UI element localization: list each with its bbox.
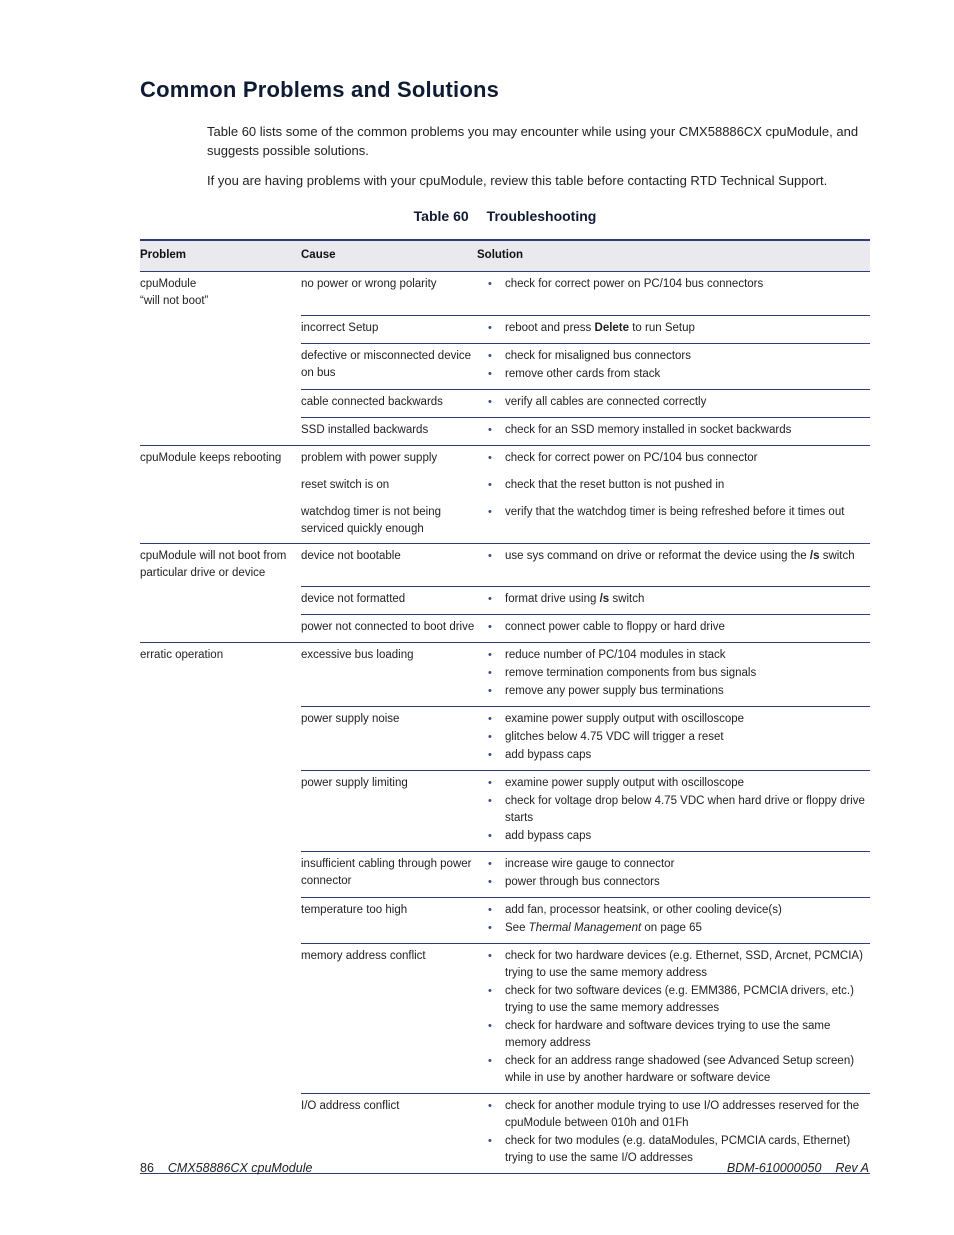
list-item	[477, 1053, 870, 1087]
solution-text: examine power supply output with oscilloscope	[505, 713, 745, 725]
bullet-dot-icon: •	[488, 423, 492, 436]
solution-list	[477, 276, 870, 293]
solution-cell	[477, 315, 870, 343]
table-row	[140, 643, 870, 707]
solution-cell	[477, 417, 870, 445]
problem-cell	[140, 707, 301, 771]
solution-text: connect power cable to floppy or hard drive	[505, 621, 725, 633]
table-row	[140, 500, 870, 544]
solution-text: check for two software devices (e.g. EMM386, PCMCIA drivers, etc.) trying to use the same memory addresses	[505, 985, 854, 1014]
page-number: 86	[140, 1161, 154, 1175]
list-item	[477, 920, 870, 937]
solution-text-part: /s	[809, 549, 820, 562]
table-row	[140, 473, 870, 500]
bullet-dot-icon: •	[488, 1055, 492, 1067]
cause-cell: no power or wrong polarity	[301, 272, 477, 316]
solution-text: check for another module trying to use I/O addresses reserved for the cpuModule between 010h and 01Fh	[505, 1100, 860, 1129]
solution-text: verify all cables are connected correctly	[505, 395, 707, 408]
solution-text-part: to run Setup	[629, 321, 695, 334]
cause-cell: device not bootable	[301, 543, 477, 587]
solution-list	[477, 477, 870, 494]
cause-cell: device not formatted	[301, 587, 477, 615]
solution-text: increase wire gauge to connector	[505, 858, 675, 870]
bullet-dot-icon: •	[488, 922, 492, 934]
cause-cell: insufficient cabling through power connector	[301, 852, 477, 898]
solution-text: power through bus connectors	[505, 876, 660, 888]
solution-cell	[477, 343, 870, 389]
bullet-dot-icon: •	[488, 904, 492, 916]
cause-cell: excessive bus loading	[301, 643, 477, 707]
list-item	[477, 348, 870, 365]
bullet-dot-icon: •	[488, 749, 492, 761]
cause-cell: memory address conflict	[301, 944, 477, 1094]
cause-cell: SSD installed backwards	[301, 417, 477, 445]
problem-cell	[140, 587, 301, 615]
cause-cell: watchdog timer is not being serviced quickly enough	[301, 505, 441, 535]
table-row	[140, 315, 870, 343]
list-item	[477, 665, 870, 682]
bullet-dot-icon: •	[488, 830, 492, 842]
solution-text: examine power supply output with oscilloscope	[505, 777, 745, 789]
bullet-dot-icon: •	[488, 451, 492, 464]
page-title: Common Problems and Solutions	[140, 77, 500, 102]
bullet-dot-icon: •	[488, 950, 492, 962]
table-row	[140, 707, 870, 771]
list-item	[477, 276, 870, 293]
bullet-dot-icon: •	[488, 1020, 492, 1032]
problem-cell	[140, 898, 301, 944]
solution-text: remove any power supply bus terminations	[505, 685, 724, 697]
bullet-dot-icon: •	[488, 685, 492, 697]
bullet-dot-icon: •	[488, 649, 492, 661]
problem-cell	[140, 944, 301, 1094]
list-item	[477, 548, 870, 565]
list-item	[477, 775, 870, 792]
list-item	[477, 1018, 870, 1052]
header-solution: Solution	[477, 240, 870, 272]
table-caption-number: Table 60	[413, 208, 469, 224]
bullet-dot-icon: •	[488, 367, 492, 380]
table-row	[140, 944, 870, 1094]
list-item	[477, 711, 870, 728]
problem-cell	[140, 315, 301, 343]
solution-cell	[477, 898, 870, 944]
solution-list	[477, 394, 870, 411]
cause-cell: problem with power supply	[301, 445, 477, 473]
list-item	[477, 1098, 870, 1132]
problem-cell	[140, 343, 301, 389]
footer-left	[140, 1161, 312, 1175]
list-item	[477, 747, 870, 764]
troubleshooting-table	[140, 239, 870, 1174]
bullet-dot-icon: •	[488, 478, 492, 491]
problem-cell: erratic operation	[140, 643, 301, 707]
solution-cell	[477, 944, 870, 1094]
table-row	[140, 389, 870, 417]
table-header-row	[140, 240, 870, 272]
solution-cell	[477, 473, 870, 500]
intro-paragraph-2: If you are having problems with your cpuModule, review this table before contacting RTD Technical Support.	[207, 173, 828, 188]
solution-list	[477, 775, 870, 845]
footer-doc-number: BDM-610000050	[726, 1161, 822, 1175]
solution-list	[477, 856, 870, 891]
list-item	[477, 504, 870, 521]
solution-list	[477, 422, 870, 439]
bullet-dot-icon: •	[488, 505, 492, 518]
problem-cell	[140, 389, 301, 417]
list-item	[477, 320, 870, 337]
header-cause: Cause	[301, 240, 477, 272]
solution-text: verify that the watchdog timer is being refreshed before it times out	[505, 505, 845, 518]
table-row	[140, 587, 870, 615]
solution-list	[477, 1098, 870, 1167]
bullet-dot-icon: •	[488, 621, 492, 633]
solution-cell	[477, 707, 870, 771]
table-row	[140, 272, 870, 316]
solution-text: check for correct power on PC/104 bus connector	[505, 451, 758, 464]
cause-cell: I/O address conflict	[301, 1094, 477, 1174]
table-row	[140, 615, 870, 643]
list-item	[477, 619, 870, 636]
bullet-dot-icon: •	[488, 731, 492, 743]
list-item	[477, 683, 870, 700]
cause-cell: power supply noise	[301, 707, 477, 771]
cause-cell: temperature too high	[301, 898, 477, 944]
table-body	[140, 272, 870, 1174]
solution-cell	[477, 389, 870, 417]
solution-cell	[477, 852, 870, 898]
solution-text: check for an SSD memory installed in socket backwards	[505, 423, 792, 436]
solution-text: remove other cards from stack	[505, 367, 661, 380]
solution-list	[477, 504, 870, 521]
solution-cell	[477, 445, 870, 473]
solution-text-part: /s	[599, 593, 610, 605]
solution-text: check for voltage drop below 4.75 VDC when hard drive or floppy drive starts	[505, 795, 865, 824]
solution-cell	[477, 272, 870, 316]
bullet-dot-icon: •	[488, 713, 492, 725]
problem-cell	[140, 771, 301, 852]
bullet-dot-icon: •	[488, 876, 492, 888]
list-item	[477, 856, 870, 873]
problem-cell	[140, 852, 301, 898]
table-row	[140, 445, 870, 473]
problem-cell: cpuModule keeps rebooting	[140, 445, 301, 473]
header-problem: Problem	[140, 240, 301, 272]
solution-text: add fan, processor heatsink, or other cooling device(s)	[505, 904, 782, 916]
cause-cell: defective or misconnected device on bus	[301, 343, 477, 389]
table-row	[140, 898, 870, 944]
cause-cell: incorrect Setup	[301, 315, 477, 343]
solution-text: check for two modules (e.g. dataModules, PCMCIA cards, Ethernet) trying to use the same I/O addresses	[505, 1135, 851, 1164]
list-item	[477, 874, 870, 891]
table-row	[140, 343, 870, 389]
solution-list	[477, 619, 870, 636]
list-item	[477, 366, 870, 383]
bullet-dot-icon: •	[488, 395, 492, 408]
solution-cell	[477, 771, 870, 852]
table-row	[140, 543, 870, 587]
list-item	[477, 591, 870, 608]
bullet-dot-icon: •	[488, 1100, 492, 1112]
solution-list	[477, 591, 870, 608]
solution-text: check for correct power on PC/104 bus connectors	[505, 278, 764, 290]
problem-cell: cpuModule “will not boot”	[140, 272, 301, 316]
solution-text-part: switch	[819, 549, 855, 562]
solution-text: check for two hardware devices (e.g. Ethernet, SSD, Arcnet, PCMCIA) trying to use the same memory address	[505, 950, 863, 979]
list-item	[477, 450, 870, 467]
list-item	[477, 477, 870, 494]
cause-cell: reset switch is on	[301, 478, 390, 491]
list-item	[477, 948, 870, 982]
table-row	[140, 771, 870, 852]
list-item	[477, 793, 870, 827]
list-item	[477, 828, 870, 845]
table-caption	[140, 208, 870, 224]
list-item	[477, 394, 870, 411]
table-row	[140, 852, 870, 898]
footer-revision: Rev A	[835, 1161, 869, 1175]
bullet-dot-icon: •	[488, 858, 492, 870]
list-item	[477, 729, 870, 746]
bullet-dot-icon: •	[488, 349, 492, 362]
bullet-dot-icon: •	[488, 321, 492, 334]
bullet-dot-icon: •	[488, 278, 492, 290]
bullet-dot-icon: •	[488, 795, 492, 807]
solution-cell	[477, 643, 870, 707]
solution-cell	[477, 587, 870, 615]
solution-text: check that the reset button is not pushed in	[505, 478, 725, 491]
solution-list	[477, 320, 870, 337]
solution-text: check for misaligned bus connectors	[505, 349, 692, 362]
solution-text: reduce number of PC/104 modules in stack	[505, 649, 726, 661]
problem-cell	[140, 500, 301, 544]
bullet-dot-icon: •	[488, 1135, 492, 1147]
solution-text-part: use sys command on drive or reformat the device using the	[505, 549, 810, 562]
list-item	[477, 647, 870, 664]
solution-list	[477, 548, 870, 565]
solution-text: check for an address range shadowed (see Advanced Setup screen) while in use by another hardware or software device	[505, 1055, 855, 1084]
solution-text: add bypass caps	[505, 830, 592, 842]
bullet-dot-icon: •	[488, 593, 492, 605]
cause-cell: power not connected to boot drive	[301, 615, 477, 643]
solution-text: glitches below 4.75 VDC will trigger a reset	[505, 731, 724, 743]
intro-text	[207, 122, 877, 201]
problem-cell	[140, 417, 301, 445]
list-item	[477, 902, 870, 919]
solution-text-part: Delete	[594, 321, 630, 334]
cause-cell: power supply limiting	[301, 771, 477, 852]
solution-list	[477, 902, 870, 937]
solution-text-part: See	[505, 922, 529, 934]
intro-paragraph-1: Table 60 lists some of the common problems you may encounter while using your CMX58886CX cpuModule, and suggests possible solutions.	[207, 124, 859, 158]
solution-list	[477, 948, 870, 1087]
solution-text-part: format drive using	[505, 593, 600, 605]
bullet-dot-icon: •	[488, 549, 492, 562]
bullet-dot-icon: •	[488, 985, 492, 997]
problem-cell: cpuModule will not boot from particular drive or device	[140, 543, 301, 587]
solution-text-part: switch	[609, 593, 645, 605]
problem-cell	[140, 615, 301, 643]
solution-cell	[477, 543, 870, 587]
table-row	[140, 417, 870, 445]
solution-list	[477, 647, 870, 700]
solution-cell	[477, 500, 870, 544]
problem-cell	[140, 473, 301, 500]
solution-text: remove termination components from bus signals	[505, 667, 757, 679]
solution-list	[477, 711, 870, 764]
solution-list	[477, 450, 870, 467]
solution-cell	[477, 615, 870, 643]
solution-text-part: Thermal Management	[528, 922, 642, 934]
footer-product: CMX58886CX cpuModule	[167, 1161, 313, 1175]
solution-text: check for hardware and software devices trying to use the same memory address	[505, 1020, 831, 1049]
list-item	[477, 422, 870, 439]
bullet-dot-icon: •	[488, 777, 492, 789]
footer-right	[727, 1161, 869, 1175]
list-item	[477, 983, 870, 1017]
table-caption-title: Troubleshooting	[486, 208, 597, 224]
solution-list	[477, 348, 870, 383]
bullet-dot-icon: •	[488, 667, 492, 679]
solution-text: add bypass caps	[505, 749, 592, 761]
cause-cell: cable connected backwards	[301, 389, 477, 417]
solution-text-part: reboot and press	[505, 321, 595, 334]
solution-text-part: on page 65	[641, 922, 702, 934]
